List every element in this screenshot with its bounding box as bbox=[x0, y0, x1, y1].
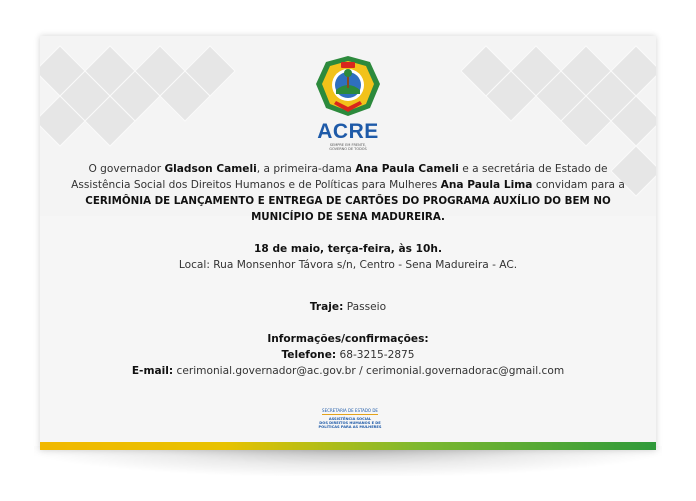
event-title-line1: CERIMÔNIA DE LANÇAMENTO E ENTREGA DE CARTÕES DO PROGRAMA AUXÍLIO DO BEM NO bbox=[85, 195, 611, 207]
governor-name: Gladson Cameli bbox=[164, 163, 257, 175]
invite-paragraph-line1: O governador Gladson Cameli, a primeira-dama Ana Paula Cameli e a secretária de Estado de bbox=[88, 163, 608, 175]
event-location: Local: Rua Monsenhor Távora s/n, Centro - Sena Madureira - AC. bbox=[178, 259, 518, 271]
secretary-name: Ana Paula Lima bbox=[440, 179, 533, 191]
invitation-card bbox=[40, 36, 656, 450]
first-lady-name: Ana Paula Cameli bbox=[355, 163, 459, 175]
event-title-line2: MUNICÍPIO DE SENA MADUREIRA. bbox=[251, 211, 445, 223]
card-shadow bbox=[34, 446, 662, 476]
acre-tagline: SEMPRE EM FRENTE, GOVERNO DE TODOS bbox=[329, 143, 367, 151]
info-heading: Informações/confirmações: bbox=[267, 333, 429, 345]
secretariat-logo: SECRETARIA DE ESTADO DE ASSISTÊNCIA SOCIAL DOS DIREITOS HUMANOS E DE POLÍTICAS PARA AS MULHERES bbox=[318, 408, 382, 429]
event-date: 18 de maio, terça-feira, às 10h. bbox=[254, 243, 442, 255]
invite-paragraph-line2: Assistência Social dos Direitos Humanos e de Políticas para Mulheres Ana Paula Lima convidam para a bbox=[71, 179, 625, 191]
acre-coat-of-arms-icon bbox=[308, 54, 388, 118]
email-addresses: cerimonial.governador@ac.gov.br / cerimonial.governadorac@gmail.com bbox=[173, 365, 565, 377]
acre-brand-logo: ACRE bbox=[317, 120, 379, 143]
dress-code: Traje: Passeio bbox=[309, 301, 387, 313]
email-line: E-mail: cerimonial.governador@ac.gov.br / cerimonial.governadorac@gmail.com bbox=[131, 365, 565, 377]
phone-line: Telefone: 68-3215-2875 bbox=[281, 349, 415, 361]
color-band bbox=[40, 442, 656, 450]
